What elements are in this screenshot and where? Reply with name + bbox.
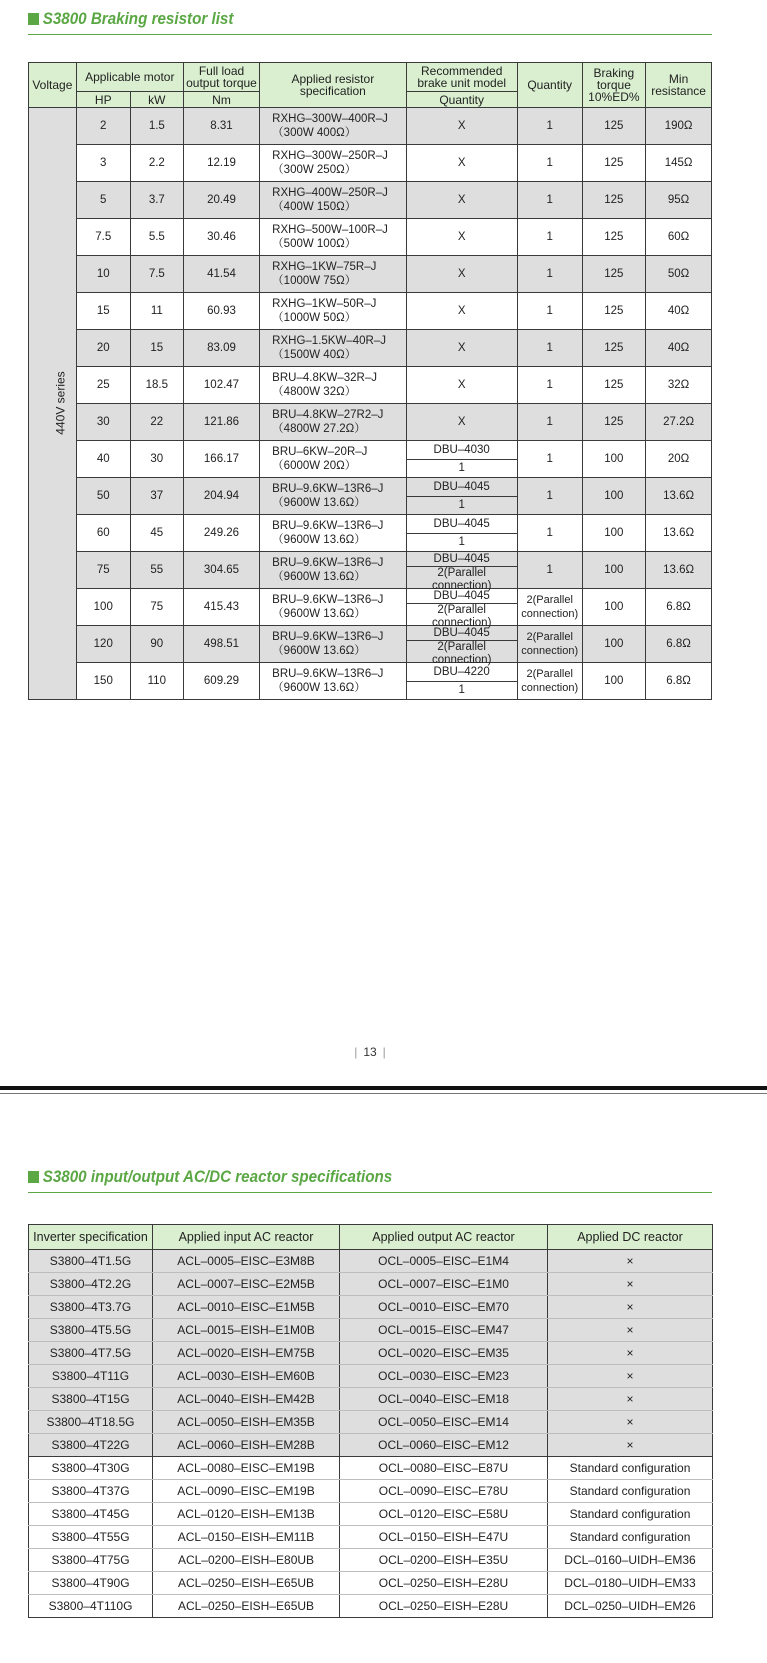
cell-spec: RXHG–300W–400R–J （300W 400Ω）: [260, 108, 406, 145]
cell-min: 6.8Ω: [646, 589, 712, 626]
brake-qty: 1: [407, 459, 517, 478]
table-row: [29, 1595, 713, 1618]
header-inverter-spec: Inverter specification: [29, 1225, 153, 1250]
table-row: [29, 182, 712, 219]
cell-torque: 166.17: [183, 441, 259, 478]
header-input-ac-reactor: Applied input AC reactor: [153, 1225, 340, 1250]
cell-kw: 37: [130, 478, 183, 515]
cell-dc-reactor: DCL–0250–UIDH–EM26: [548, 1595, 713, 1618]
cell-inverter-spec: S3800–4T2.2G: [29, 1273, 153, 1296]
cell-torque: 304.65: [183, 552, 259, 589]
green-square-icon: [28, 13, 39, 25]
cell-inverter-spec: S3800–4T18.5G: [29, 1411, 153, 1434]
page-divider: [0, 1086, 767, 1090]
cell-torque: 102.47: [183, 367, 259, 404]
brake-model: DBU–4045: [433, 590, 490, 602]
cell-output-ac-reactor: OCL–0250–EISH–E28U: [340, 1572, 548, 1595]
cell-hp: 7.5: [76, 219, 130, 256]
table-row: [29, 1250, 713, 1273]
cell-spec: BRU–4.8KW–32R–J （4800W 32Ω）: [260, 367, 406, 404]
cell-input-ac-reactor: ACL–0090–EISC–EM19B: [153, 1480, 340, 1503]
page-divider-thin: [0, 1093, 767, 1094]
cell-inverter-spec: S3800–4T5.5G: [29, 1319, 153, 1342]
cell-input-ac-reactor: ACL–0250–EISH–E65UB: [153, 1595, 340, 1618]
cell-brake: X: [406, 330, 517, 367]
cell-qty: 1: [517, 108, 582, 145]
cell-hp: 40: [76, 441, 130, 478]
cell-dc-reactor: Standard configuration: [548, 1457, 713, 1480]
cell-spec: BRU–9.6KW–13R6–J （9600W 13.6Ω）: [260, 626, 406, 663]
table-row: [29, 626, 712, 663]
cell-brake-split: [406, 441, 517, 478]
cell-dc-reactor: Standard configuration: [548, 1526, 713, 1549]
cell-kw: 22: [130, 404, 183, 441]
cell-inverter-spec: S3800–4T30G: [29, 1457, 153, 1480]
header-quantity: Quantity: [517, 63, 582, 108]
cell-kw: 90: [130, 626, 183, 663]
cell-qty: 1: [517, 145, 582, 182]
cell-kw: 30: [130, 441, 183, 478]
header-brake-unit: Recommended brake unit model: [406, 63, 517, 92]
cell-output-ac-reactor: OCL–0050–EISC–EM14: [340, 1411, 548, 1434]
cell-spec: BRU–9.6KW–13R6–J （9600W 13.6Ω）: [260, 478, 406, 515]
table-row: [29, 256, 712, 293]
cell-input-ac-reactor: ACL–0020–EISH–EM75B: [153, 1342, 340, 1365]
cell-torque: 30.46: [183, 219, 259, 256]
section-title-braking: S3800 Braking resistor list: [28, 10, 233, 29]
table-row: [29, 108, 712, 145]
cell-braking: 125: [582, 219, 646, 256]
cell-kw: 15: [130, 330, 183, 367]
brake-model: DBU–4030: [433, 443, 490, 456]
cell-min: 50Ω: [646, 256, 712, 293]
header-hp: HP: [76, 92, 130, 108]
brake-qty: 2(Parallel connection): [407, 603, 517, 630]
table-row: [29, 478, 712, 515]
cell-kw: 7.5: [130, 256, 183, 293]
brake-model: DBU–4045: [433, 627, 490, 639]
cell-hp: 50: [76, 478, 130, 515]
cell-brake: X: [406, 367, 517, 404]
cell-hp: 100: [76, 589, 130, 626]
cell-kw: 5.5: [130, 219, 183, 256]
brake-qty: 1: [407, 496, 517, 515]
cell-inverter-spec: S3800–4T37G: [29, 1480, 153, 1503]
table-row: [29, 663, 712, 700]
cell-dc-reactor: Standard configuration: [548, 1480, 713, 1503]
cell-qty: 1: [517, 515, 582, 552]
table-row: [29, 1503, 713, 1526]
cell-spec: RXHG–500W–100R–J （500W 100Ω）: [260, 219, 406, 256]
brake-qty: 2(Parallel connection): [407, 640, 517, 667]
cell-min: 60Ω: [646, 219, 712, 256]
cell-torque: 60.93: [183, 293, 259, 330]
header-resistor-spec: Applied resistor specification: [260, 63, 406, 108]
table-row: [29, 552, 712, 589]
table-row: [29, 1457, 713, 1480]
cell-qty: 1: [517, 441, 582, 478]
table-row: [29, 441, 712, 478]
green-square-icon: [28, 1171, 39, 1183]
cell-qty: 1: [517, 256, 582, 293]
cell-spec: BRU–9.6KW–13R6–J （9600W 13.6Ω）: [260, 663, 406, 700]
cell-spec: RXHG–1.5KW–40R–J （1500W 40Ω）: [260, 330, 406, 367]
brake-qty: 2(Parallel connection): [407, 566, 517, 593]
cell-min: 6.8Ω: [646, 626, 712, 663]
cell-inverter-spec: S3800–4T15G: [29, 1388, 153, 1411]
cell-brake-split: [406, 589, 517, 629]
table-row: [29, 404, 712, 441]
header-applicable-motor: Applicable motor: [76, 63, 183, 92]
cell-kw: 3.7: [130, 182, 183, 219]
cell-output-ac-reactor: OCL–0090–EISC–E78U: [340, 1480, 548, 1503]
cell-brake: X: [406, 404, 517, 441]
cell-output-ac-reactor: OCL–0015–EISC–EM47: [340, 1319, 548, 1342]
cell-braking: 125: [582, 182, 646, 219]
cell-torque: 415.43: [183, 589, 259, 626]
cell-output-ac-reactor: OCL–0030–EISC–EM23: [340, 1365, 548, 1388]
cell-dc-reactor: DCL–0180–UIDH–EM33: [548, 1572, 713, 1595]
cell-brake: X: [406, 145, 517, 182]
cell-inverter-spec: S3800–4T75G: [29, 1549, 153, 1572]
cell-braking: 100: [582, 626, 646, 663]
table-row: [29, 1549, 713, 1572]
cell-kw: 110: [130, 663, 183, 700]
cell-min: 32Ω: [646, 367, 712, 404]
cell-inverter-spec: S3800–4T3.7G: [29, 1296, 153, 1319]
braking-resistor-table: [28, 62, 712, 700]
cell-hp: 120: [76, 626, 130, 663]
cell-min: 27.2Ω: [646, 404, 712, 441]
cell-brake: X: [406, 108, 517, 145]
cell-braking: 125: [582, 367, 646, 404]
cell-braking: 100: [582, 552, 646, 589]
cell-hp: 150: [76, 663, 130, 700]
cell-kw: 55: [130, 552, 183, 589]
cell-spec: BRU–4.8KW–27R2–J （4800W 27.2Ω）: [260, 404, 406, 441]
cell-braking: 125: [582, 108, 646, 145]
header-output-ac-reactor: Applied output AC reactor: [340, 1225, 548, 1250]
table-row: [29, 1319, 713, 1342]
cell-inverter-spec: S3800–4T11G: [29, 1365, 153, 1388]
header-torque-unit: Nm: [183, 92, 259, 108]
brake-model: DBU–4045: [433, 517, 490, 530]
cell-output-ac-reactor: OCL–0200–EISH–E35U: [340, 1549, 548, 1572]
cell-braking: 100: [582, 663, 646, 700]
cell-hp: 10: [76, 256, 130, 293]
cell-torque: 41.54: [183, 256, 259, 293]
header-braking-torque: Braking torque 10%ED%: [582, 63, 646, 108]
cell-brake-split: [406, 552, 517, 592]
page-number: | 13 |: [354, 1045, 386, 1059]
table-row: [29, 589, 712, 626]
cell-min: 13.6Ω: [646, 478, 712, 515]
cell-qty: 1: [517, 293, 582, 330]
cell-dc-reactor: Standard configuration: [548, 1503, 713, 1526]
cell-qty: 1: [517, 330, 582, 367]
cell-input-ac-reactor: ACL–0010–EISC–E1M5B: [153, 1296, 340, 1319]
cell-braking: 100: [582, 515, 646, 552]
cell-inverter-spec: S3800–4T110G: [29, 1595, 153, 1618]
cell-braking: 125: [582, 145, 646, 182]
cell-input-ac-reactor: ACL–0150–EISH–EM11B: [153, 1526, 340, 1549]
cell-hp: 2: [76, 108, 130, 145]
table-row: [29, 145, 712, 182]
cell-min: 13.6Ω: [646, 552, 712, 589]
table-row: [29, 1526, 713, 1549]
cell-brake: X: [406, 293, 517, 330]
cell-brake-split: [406, 478, 517, 515]
cell-min: 95Ω: [646, 182, 712, 219]
cell-qty: 1: [517, 182, 582, 219]
reactor-spec-table: [28, 1224, 713, 1618]
header-kw: kW: [130, 92, 183, 108]
header-voltage: Voltage: [29, 63, 77, 108]
cell-torque: 249.26: [183, 515, 259, 552]
cell-dc-reactor: ×: [548, 1434, 713, 1457]
cell-torque: 20.49: [183, 182, 259, 219]
cell-output-ac-reactor: OCL–0020–EISC–EM35: [340, 1342, 548, 1365]
cell-output-ac-reactor: OCL–0120–EISC–E58U: [340, 1503, 548, 1526]
cell-output-ac-reactor: OCL–0040–EISC–EM18: [340, 1388, 548, 1411]
cell-qty: 1: [517, 219, 582, 256]
cell-dc-reactor: ×: [548, 1296, 713, 1319]
cell-output-ac-reactor: OCL–0250–EISH–E28U: [340, 1595, 548, 1618]
cell-input-ac-reactor: ACL–0050–EISH–EM35B: [153, 1411, 340, 1434]
cell-inverter-spec: S3800–4T90G: [29, 1572, 153, 1595]
cell-braking: 125: [582, 256, 646, 293]
cell-output-ac-reactor: OCL–0150–EISH–E47U: [340, 1526, 548, 1549]
cell-torque: 8.31: [183, 108, 259, 145]
cell-brake: X: [406, 219, 517, 256]
cell-dc-reactor: ×: [548, 1365, 713, 1388]
cell-hp: 15: [76, 293, 130, 330]
table-row: [29, 1434, 713, 1457]
header-brake-qty: Quantity: [406, 92, 517, 108]
cell-kw: 45: [130, 515, 183, 552]
cell-inverter-spec: S3800–4T1.5G: [29, 1250, 153, 1273]
cell-braking: 100: [582, 478, 646, 515]
cell-inverter-spec: S3800–4T22G: [29, 1434, 153, 1457]
section-title-reactor: S3800 input/output AC/DC reactor specifications: [28, 1168, 392, 1187]
table-row: [29, 1572, 713, 1595]
cell-input-ac-reactor: ACL–0060–EISH–EM28B: [153, 1434, 340, 1457]
voltage-series-cell: 440V series: [29, 108, 77, 700]
title-rule: [28, 1192, 712, 1193]
brake-model: DBU–4220: [433, 665, 490, 678]
cell-qty: 1: [517, 478, 582, 515]
cell-output-ac-reactor: OCL–0010–EISC–EM70: [340, 1296, 548, 1319]
cell-min: 190Ω: [646, 108, 712, 145]
table-row: [29, 219, 712, 256]
cell-spec: BRU–9.6KW–13R6–J （9600W 13.6Ω）: [260, 515, 406, 552]
cell-torque: 609.29: [183, 663, 259, 700]
cell-spec: BRU–9.6KW–13R6–J （9600W 13.6Ω）: [260, 552, 406, 589]
table-row: [29, 1480, 713, 1503]
cell-torque: 121.86: [183, 404, 259, 441]
cell-min: 40Ω: [646, 330, 712, 367]
cell-dc-reactor: ×: [548, 1342, 713, 1365]
cell-braking: 100: [582, 589, 646, 626]
header-dc-reactor: Applied DC reactor: [548, 1225, 713, 1250]
cell-spec: RXHG–1KW–75R–J （1000W 75Ω）: [260, 256, 406, 293]
cell-hp: 75: [76, 552, 130, 589]
cell-brake: X: [406, 256, 517, 293]
cell-spec: BRU–9.6KW–13R6–J （9600W 13.6Ω）: [260, 589, 406, 626]
table-row: [29, 1388, 713, 1411]
cell-qty: 2(Parallel connection): [517, 626, 582, 663]
cell-dc-reactor: ×: [548, 1273, 713, 1296]
cell-kw: 1.5: [130, 108, 183, 145]
cell-kw: 75: [130, 589, 183, 626]
cell-qty: 1: [517, 552, 582, 589]
table-row: [29, 1411, 713, 1434]
cell-min: 13.6Ω: [646, 515, 712, 552]
cell-input-ac-reactor: ACL–0200–EISH–E80UB: [153, 1549, 340, 1572]
cell-spec: RXHG–400W–250R–J （400W 150Ω）: [260, 182, 406, 219]
cell-output-ac-reactor: OCL–0005–EISC–E1M4: [340, 1250, 548, 1273]
cell-hp: 25: [76, 367, 130, 404]
cell-dc-reactor: ×: [548, 1388, 713, 1411]
cell-dc-reactor: ×: [548, 1319, 713, 1342]
cell-output-ac-reactor: OCL–0080–EISC–E87U: [340, 1457, 548, 1480]
cell-input-ac-reactor: ACL–0080–EISC–EM19B: [153, 1457, 340, 1480]
cell-kw: 2.2: [130, 145, 183, 182]
cell-input-ac-reactor: ACL–0040–EISH–EM42B: [153, 1388, 340, 1411]
cell-min: 20Ω: [646, 441, 712, 478]
cell-input-ac-reactor: ACL–0005–EISC–E3M8B: [153, 1250, 340, 1273]
cell-brake: X: [406, 182, 517, 219]
title-rule: [28, 34, 712, 35]
table-row: [29, 1273, 713, 1296]
cell-spec: RXHG–300W–250R–J （300W 250Ω）: [260, 145, 406, 182]
table-row: [29, 367, 712, 404]
cell-dc-reactor: DCL–0160–UIDH–EM36: [548, 1549, 713, 1572]
brake-qty: 1: [407, 533, 517, 552]
cell-min: 145Ω: [646, 145, 712, 182]
cell-kw: 18.5: [130, 367, 183, 404]
cell-min: 6.8Ω: [646, 663, 712, 700]
cell-brake-split: [406, 663, 517, 700]
cell-output-ac-reactor: OCL–0007–EISC–E1M0: [340, 1273, 548, 1296]
cell-spec: BRU–6KW–20R–J （6000W 20Ω）: [260, 441, 406, 478]
cell-qty: 2(Parallel connection): [517, 589, 582, 626]
brake-model: DBU–4045: [433, 553, 490, 565]
cell-torque: 83.09: [183, 330, 259, 367]
cell-dc-reactor: ×: [548, 1411, 713, 1434]
cell-qty: 1: [517, 367, 582, 404]
cell-qty: 2(Parallel connection): [517, 663, 582, 700]
brake-model: DBU–4045: [433, 480, 490, 493]
cell-output-ac-reactor: OCL–0060–EISC–EM12: [340, 1434, 548, 1457]
cell-hp: 30: [76, 404, 130, 441]
cell-braking: 125: [582, 404, 646, 441]
cell-input-ac-reactor: ACL–0030–EISH–EM60B: [153, 1365, 340, 1388]
cell-brake-split: [406, 626, 517, 666]
table-row: [29, 1365, 713, 1388]
cell-min: 40Ω: [646, 293, 712, 330]
cell-braking: 125: [582, 330, 646, 367]
cell-inverter-spec: S3800–4T45G: [29, 1503, 153, 1526]
table-row: [29, 1342, 713, 1365]
cell-qty: 1: [517, 404, 582, 441]
cell-brake-split: [406, 515, 517, 552]
cell-input-ac-reactor: ACL–0007–EISC–E2M5B: [153, 1273, 340, 1296]
cell-input-ac-reactor: ACL–0250–EISH–E65UB: [153, 1572, 340, 1595]
cell-spec: RXHG–1KW–50R–J （1000W 50Ω）: [260, 293, 406, 330]
header-torque: Full load output torque: [183, 63, 259, 92]
cell-inverter-spec: S3800–4T55G: [29, 1526, 153, 1549]
table-row: [29, 330, 712, 367]
table-row: [29, 1296, 713, 1319]
table-row: [29, 515, 712, 552]
cell-dc-reactor: ×: [548, 1250, 713, 1273]
cell-inverter-spec: S3800–4T7.5G: [29, 1342, 153, 1365]
table-row: [29, 293, 712, 330]
cell-kw: 11: [130, 293, 183, 330]
brake-qty: 1: [407, 681, 517, 700]
cell-braking: 100: [582, 441, 646, 478]
cell-braking: 125: [582, 293, 646, 330]
cell-torque: 204.94: [183, 478, 259, 515]
cell-input-ac-reactor: ACL–0015–EISH–E1M0B: [153, 1319, 340, 1342]
cell-hp: 3: [76, 145, 130, 182]
cell-input-ac-reactor: ACL–0120–EISH–EM13B: [153, 1503, 340, 1526]
cell-hp: 5: [76, 182, 130, 219]
cell-torque: 12.19: [183, 145, 259, 182]
header-min-resistance: Min resistance: [646, 63, 712, 108]
cell-hp: 20: [76, 330, 130, 367]
cell-hp: 60: [76, 515, 130, 552]
cell-torque: 498.51: [183, 626, 259, 663]
